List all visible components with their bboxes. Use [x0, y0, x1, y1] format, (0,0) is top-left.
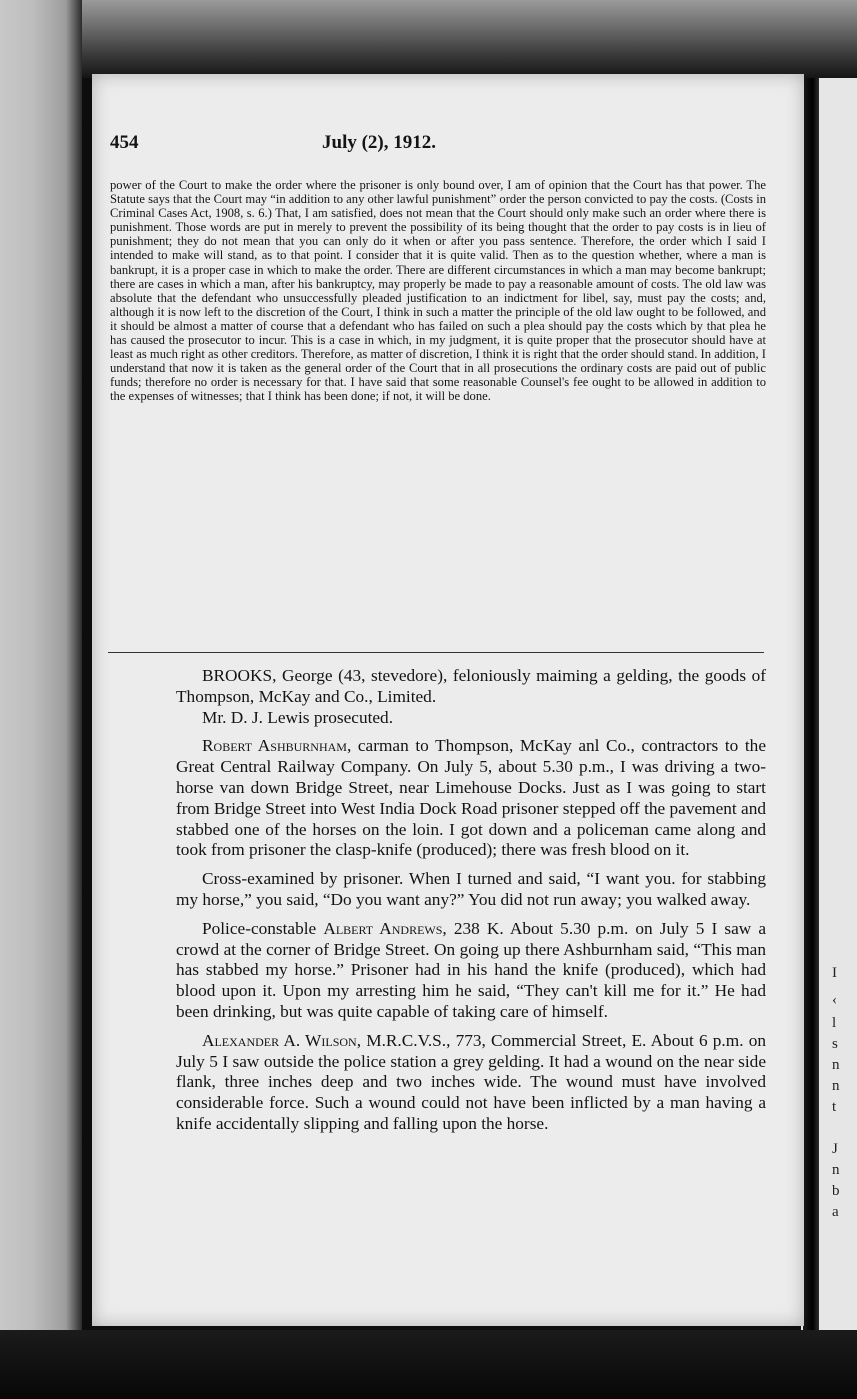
testimony-text: carman to Thompson, McKay anl Co., contractors to the Great Central Railway Company. On July 5, about 5.30 p.m., I was driving a two-horse van down Bridge Street, near Limehouse Docks. Just as I was going to start from Bridge Street into West India Dock Road prisoner stepped off the pavement and stabbed one of the horses on the loin. I got down and a policeman came along and took from prisoner the clasp-knife (produced); there was fresh blood on it. [176, 736, 766, 860]
witness-name: Alexander A. Wilson, [202, 1030, 362, 1050]
testimony-text: M.R.C.V.S., 773, Commercial Street, E. About 6 p.m. on July 5 I saw outside the police station a grey gelding. It had a wound on the near side flank, three inches deep and two inches wide. The wound must have involved considerable force. Such a wound could not have been inflicted by a man having a knife accidentally slipping and falling upon the horse. [176, 1030, 766, 1133]
facing-page-fragment: I [832, 965, 837, 981]
defendant-name: BROOKS, [202, 666, 277, 685]
section-divider [108, 652, 764, 653]
witness-name: Robert Ashburnham, [202, 736, 352, 756]
case-report [176, 666, 766, 1135]
witness-title: Police-constable [202, 918, 324, 938]
facing-page-fragment: s [832, 1036, 838, 1052]
page-number: 454 [110, 132, 139, 153]
prosecutor-line: Mr. D. J. Lewis prosecuted. [202, 707, 394, 727]
facing-page-fragment: ‹ [832, 992, 837, 1008]
book-gutter [803, 78, 819, 1338]
scan-top-margin [0, 0, 857, 78]
page-header [110, 132, 550, 158]
testimony-text: 238 K. About 5.30 p.m. on July 5 I saw a crowd at the corner of Bridge Street. On going up there Ashburnham said, “This man has stabbed my horse.” Prisoner had in his hand the knife (produced), which had blood upon it. Upon my arresting him he said, “They can't kill me for it.” He had been drinking, but was quite capable of taking care of himself. [176, 918, 767, 1021]
facing-page-fragment: n [832, 1057, 840, 1073]
judgment-paragraph [110, 178, 766, 404]
facing-page-fragment: l [832, 1015, 837, 1031]
cross-examination: Cross-examined by prisoner. When I turned and said, “I want you. for stabbing my horse,” you said, “Do you want any?” You did not run away; you walked away. [176, 869, 766, 909]
witness-testimony [176, 1031, 766, 1135]
facing-page-fragment: n [832, 1078, 840, 1094]
facing-page-fragment: n [832, 1162, 840, 1178]
facing-page-fragment: J [832, 1141, 838, 1157]
facing-page-fragment: b [832, 1183, 840, 1199]
document-page [92, 74, 804, 1326]
scan-bottom-margin [0, 1330, 857, 1399]
scan-left-margin [0, 0, 82, 1399]
witness-testimony [176, 919, 766, 1023]
witness-testimony [176, 736, 766, 861]
witness-name: Albert Andrews, [323, 918, 447, 938]
facing-page-fragment: t [832, 1099, 837, 1115]
judgment-text: power of the Court to make the order where the prisoner is only bound over, I am of opinion that the Court has that power. The Statute says that the Court may “in addition to any other lawful punishment” order the person convicted to pay the costs. (Costs in Criminal Cases Act, 1908, s. 6.) That, I am satisfied, does not mean that the Court should only make such an order where there is punishment. Those words are put in merely to prevent the possibility of its being thought that the order to pay costs is in lieu of punishment; they do not mean that you can only do it when or after you pass sentence. Therefore, the order which I said I intended to make will stand, as to that point. I consider that it is quite valid. Then as to the question whether, where a man is bankrupt, it is a proper case in which to make the order. There are different circumstances in which a man may become bankrupt; there are cases in which a man, after his bankruptcy, may properly be made to pay a reasonable amount of costs. The old law was absolute that the defendant who unsuccessfully pleaded justification to an indictment for libel, say, must pay the costs; and, although it is now left to the discretion of the Court, I think in such a matter the principle of the old law ought to be followed, and it should be almost a matter of course that a defendant who has failed on such a plea should pay the costs which by that plea he has caused the prosecutor to incur. This is a case in which, in my judgment, it is quite proper that the prosecutor should have at least as much right as other creditors. Therefore, as matter of discretion, I think it is right that the order should stand. In addition, I understand that now it is taken as the general order of the Court that in all prosecutions the ordinary costs are paid out of public funds; therefore no order is necessary for that. I have said that some reasonable Counsel's fee ought to be allowed in addition to the expenses of witnesses; that I think has been done; if not, it will be done. [110, 178, 766, 404]
facing-page-fragment: a [832, 1204, 839, 1220]
case-heading [176, 666, 766, 708]
case-heading-text: George (43, stevedore), feloniously maiming a gelding, the goods of Thompson, McKay and Co., Limited. [176, 666, 766, 706]
page-date: July (2), 1912. [322, 132, 436, 153]
